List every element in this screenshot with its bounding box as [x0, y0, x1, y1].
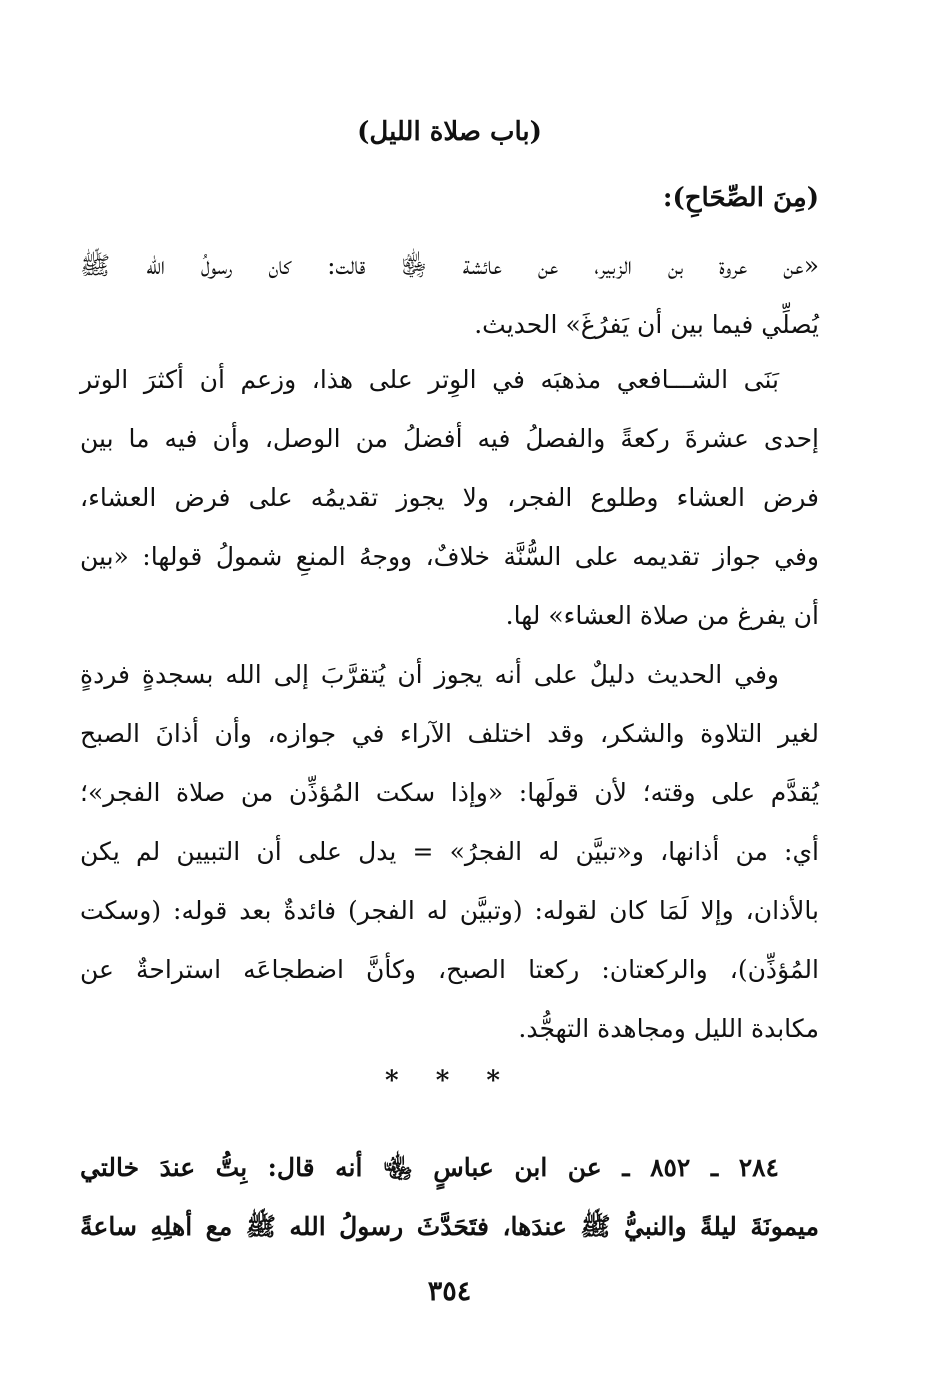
paragraph-line: فرض العشاء وطلوع الفجر، ولا يجوز تقديمُه على فرض العشاء، — [80, 483, 819, 512]
chapter-heading: (باب صلاة الليل) — [357, 117, 542, 147]
paragraph-line: وفي جواز تقديمه على السُّنَّة خلافٌ، ووجهُ المنعِ شمولُ قولها: «بين — [80, 542, 819, 571]
hadith-line: «عن عروة بن الزبير، عن عائشة ﵂ قالت: كان رسولُ الله ﷺ — [80, 251, 819, 280]
book-page — [80, 0, 819, 1377]
hadith-line: يُصلِّي فيما بين أن يَفرُغَ» الحديث. — [474, 310, 819, 339]
commentary-paragraph — [80, 645, 819, 1058]
hadith-text — [80, 236, 819, 354]
paragraph-line: أن يفرغ من صلاة العشاء» لها. — [505, 601, 819, 630]
hadith-line: ٢٨٤ ـ ٨٥٢ ـ عن ابن عباسٍ ﵄ أنه قال: بِتُّ عندَ خالتي — [80, 1153, 779, 1182]
hadith-line: ميمونَةَ ليلةً والنبيُّ ﷺ عندَها، فتَحَدَّثَ رسولُ الله ﷺ مع أهلِهِ ساعةً — [80, 1212, 819, 1241]
paragraph-line: بَنَى الشـــافعي مذهبَه في الوِتر على هذا، وزعم أن أكثرَ الوتر — [80, 365, 779, 394]
paragraph-line: إحدى عشرةَ ركعةً والفصلُ فيه أفضلُ من الوصل، وأن فيه ما بين — [80, 424, 819, 453]
paragraph-line: يُقدَّم على وقته؛ لأن قولَها: «وإذا سكت المُؤذِّن من صلاة الفجر»؛ — [80, 778, 819, 807]
paragraph-line: مكابدة الليل ومجاهدة التهجُّد. — [518, 1014, 819, 1043]
paragraph-line: أي: من أذانها، و«تبيَّن له الفجرُ» = يدل على أن التبيين لم يكن — [80, 837, 819, 866]
hadith-text — [80, 1138, 819, 1256]
page-number: ٣٥٤ — [427, 1276, 472, 1307]
paragraph-line: لغير التلاوة والشكر، وقد اختلف الآراء في جوازه، وأن أذانَ الصبح — [80, 719, 819, 748]
paragraph-line: وفي الحديث دليلٌ على أنه يجوز أن يُتقرَّبَ إلى الله بسجدةٍ فردةٍ — [80, 660, 779, 689]
paragraph-line: بالأذان، وإلا لَمَا كان لقوله: (وتبيَّن له الفجر) فائدةٌ بعد قوله: (وسكت — [80, 896, 819, 925]
section-subheading: (مِنَ الصِّحَاحِ): — [662, 183, 819, 213]
commentary-paragraph — [80, 350, 819, 645]
section-separator: * * * — [385, 1066, 514, 1096]
paragraph-line: المُؤذِّن)، والركعتان: ركعتا الصبح، وكأنَّ اضطجاعَه استراحةٌ عن — [80, 955, 819, 984]
